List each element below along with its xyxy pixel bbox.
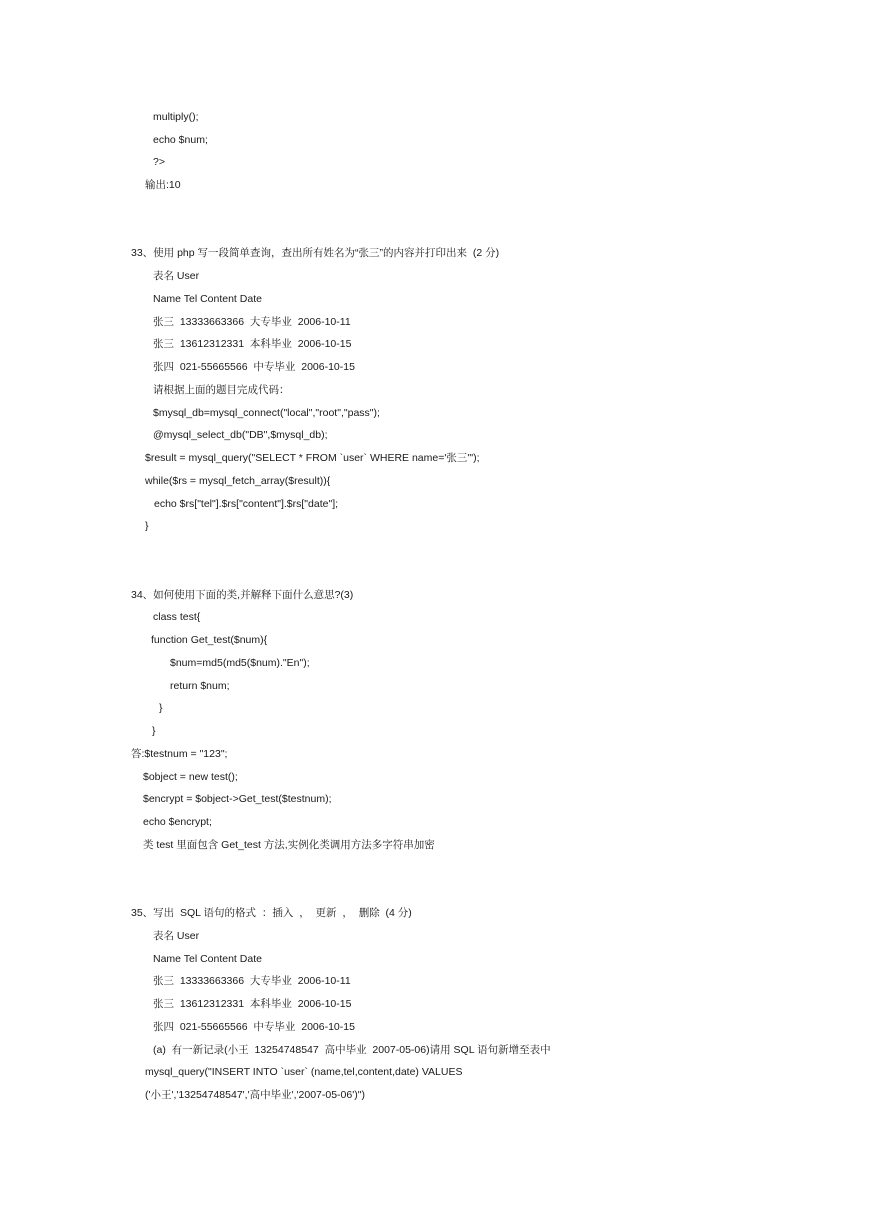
code-line: } bbox=[159, 702, 163, 714]
text-line: 请根据上面的题目完成代码： bbox=[153, 384, 290, 396]
code-line: echo $rs["tel"].$rs["content"].$rs["date"]; bbox=[154, 498, 339, 510]
text-line: 张四 021-55665566 中专毕业 2006-10-15 bbox=[153, 1021, 355, 1033]
text-line: (a) 有一新记录(小王 13254748547 高中毕业 2007-05-06)请用 SQL 语句新增至表中 bbox=[153, 1044, 551, 1056]
code-line: mysql_query("INSERT INTO `user` (name,tel,content,date) VALUES bbox=[145, 1066, 463, 1078]
question-34-heading: 34、如何使用下面的类,并解释下面什么意思?(3) bbox=[131, 589, 354, 601]
code-line: } bbox=[145, 520, 149, 532]
code-line: $mysql_db=mysql_connect("local","root","pass"); bbox=[153, 407, 380, 419]
text-line: 类 test 里面包含 Get_test 方法,实例化类调用方法多字符串加密 bbox=[143, 839, 435, 851]
code-line: while($rs = mysql_fetch_array($result)){ bbox=[145, 475, 331, 487]
text-line: 张三 13612312331 本科毕业 2006-10-15 bbox=[153, 998, 352, 1010]
text-line: Name Tel Content Date bbox=[153, 953, 262, 965]
code-line: $object = new test(); bbox=[143, 771, 238, 783]
text-line: 张三 13612312331 本科毕业 2006-10-15 bbox=[153, 338, 352, 350]
question-33-heading: 33、使用 php 写一段简单查询，查出所有姓名为“张三”的内容并打印出来 (2 分) bbox=[131, 247, 500, 259]
code-line: class test{ bbox=[153, 611, 201, 623]
code-line: $encrypt = $object->Get_test($testnum); bbox=[143, 793, 332, 805]
question-35-heading: 35、写出 SQL 语句的格式 ：插入 ， 更新 ， 删除 (4 分) bbox=[131, 907, 412, 919]
code-line: echo $encrypt; bbox=[143, 816, 212, 828]
code-line: $num=md5(md5($num)."En"); bbox=[170, 657, 310, 669]
code-line: } bbox=[152, 725, 156, 737]
text-line: 输出:10 bbox=[145, 179, 181, 191]
code-line: ('小王','13254748547','高中毕业','2007-05-06')") bbox=[145, 1089, 365, 1101]
text-line: 张四 021-55665566 中专毕业 2006-10-15 bbox=[153, 361, 355, 373]
text-line: echo $num; bbox=[153, 134, 208, 146]
text-line: 张三 13333663366 大专毕业 2006-10-11 bbox=[153, 975, 351, 987]
answer-line: 答:$testnum = "123"; bbox=[131, 748, 228, 760]
text-line: 张三 13333663366 大专毕业 2006-10-11 bbox=[153, 316, 351, 328]
text-line: Name Tel Content Date bbox=[153, 293, 262, 305]
text-line: multiply(); bbox=[153, 111, 199, 123]
text-line: ?> bbox=[153, 156, 165, 168]
code-line: @mysql_select_db("DB",$mysql_db); bbox=[153, 429, 328, 441]
code-line: return $num; bbox=[170, 680, 230, 692]
text-line: 表名 User bbox=[153, 270, 200, 282]
text-line: 表名 User bbox=[153, 930, 200, 942]
code-line: $result = mysql_query("SELECT * FROM `user` WHERE name='张三'"); bbox=[145, 452, 480, 464]
code-line: function Get_test($num){ bbox=[151, 634, 268, 646]
